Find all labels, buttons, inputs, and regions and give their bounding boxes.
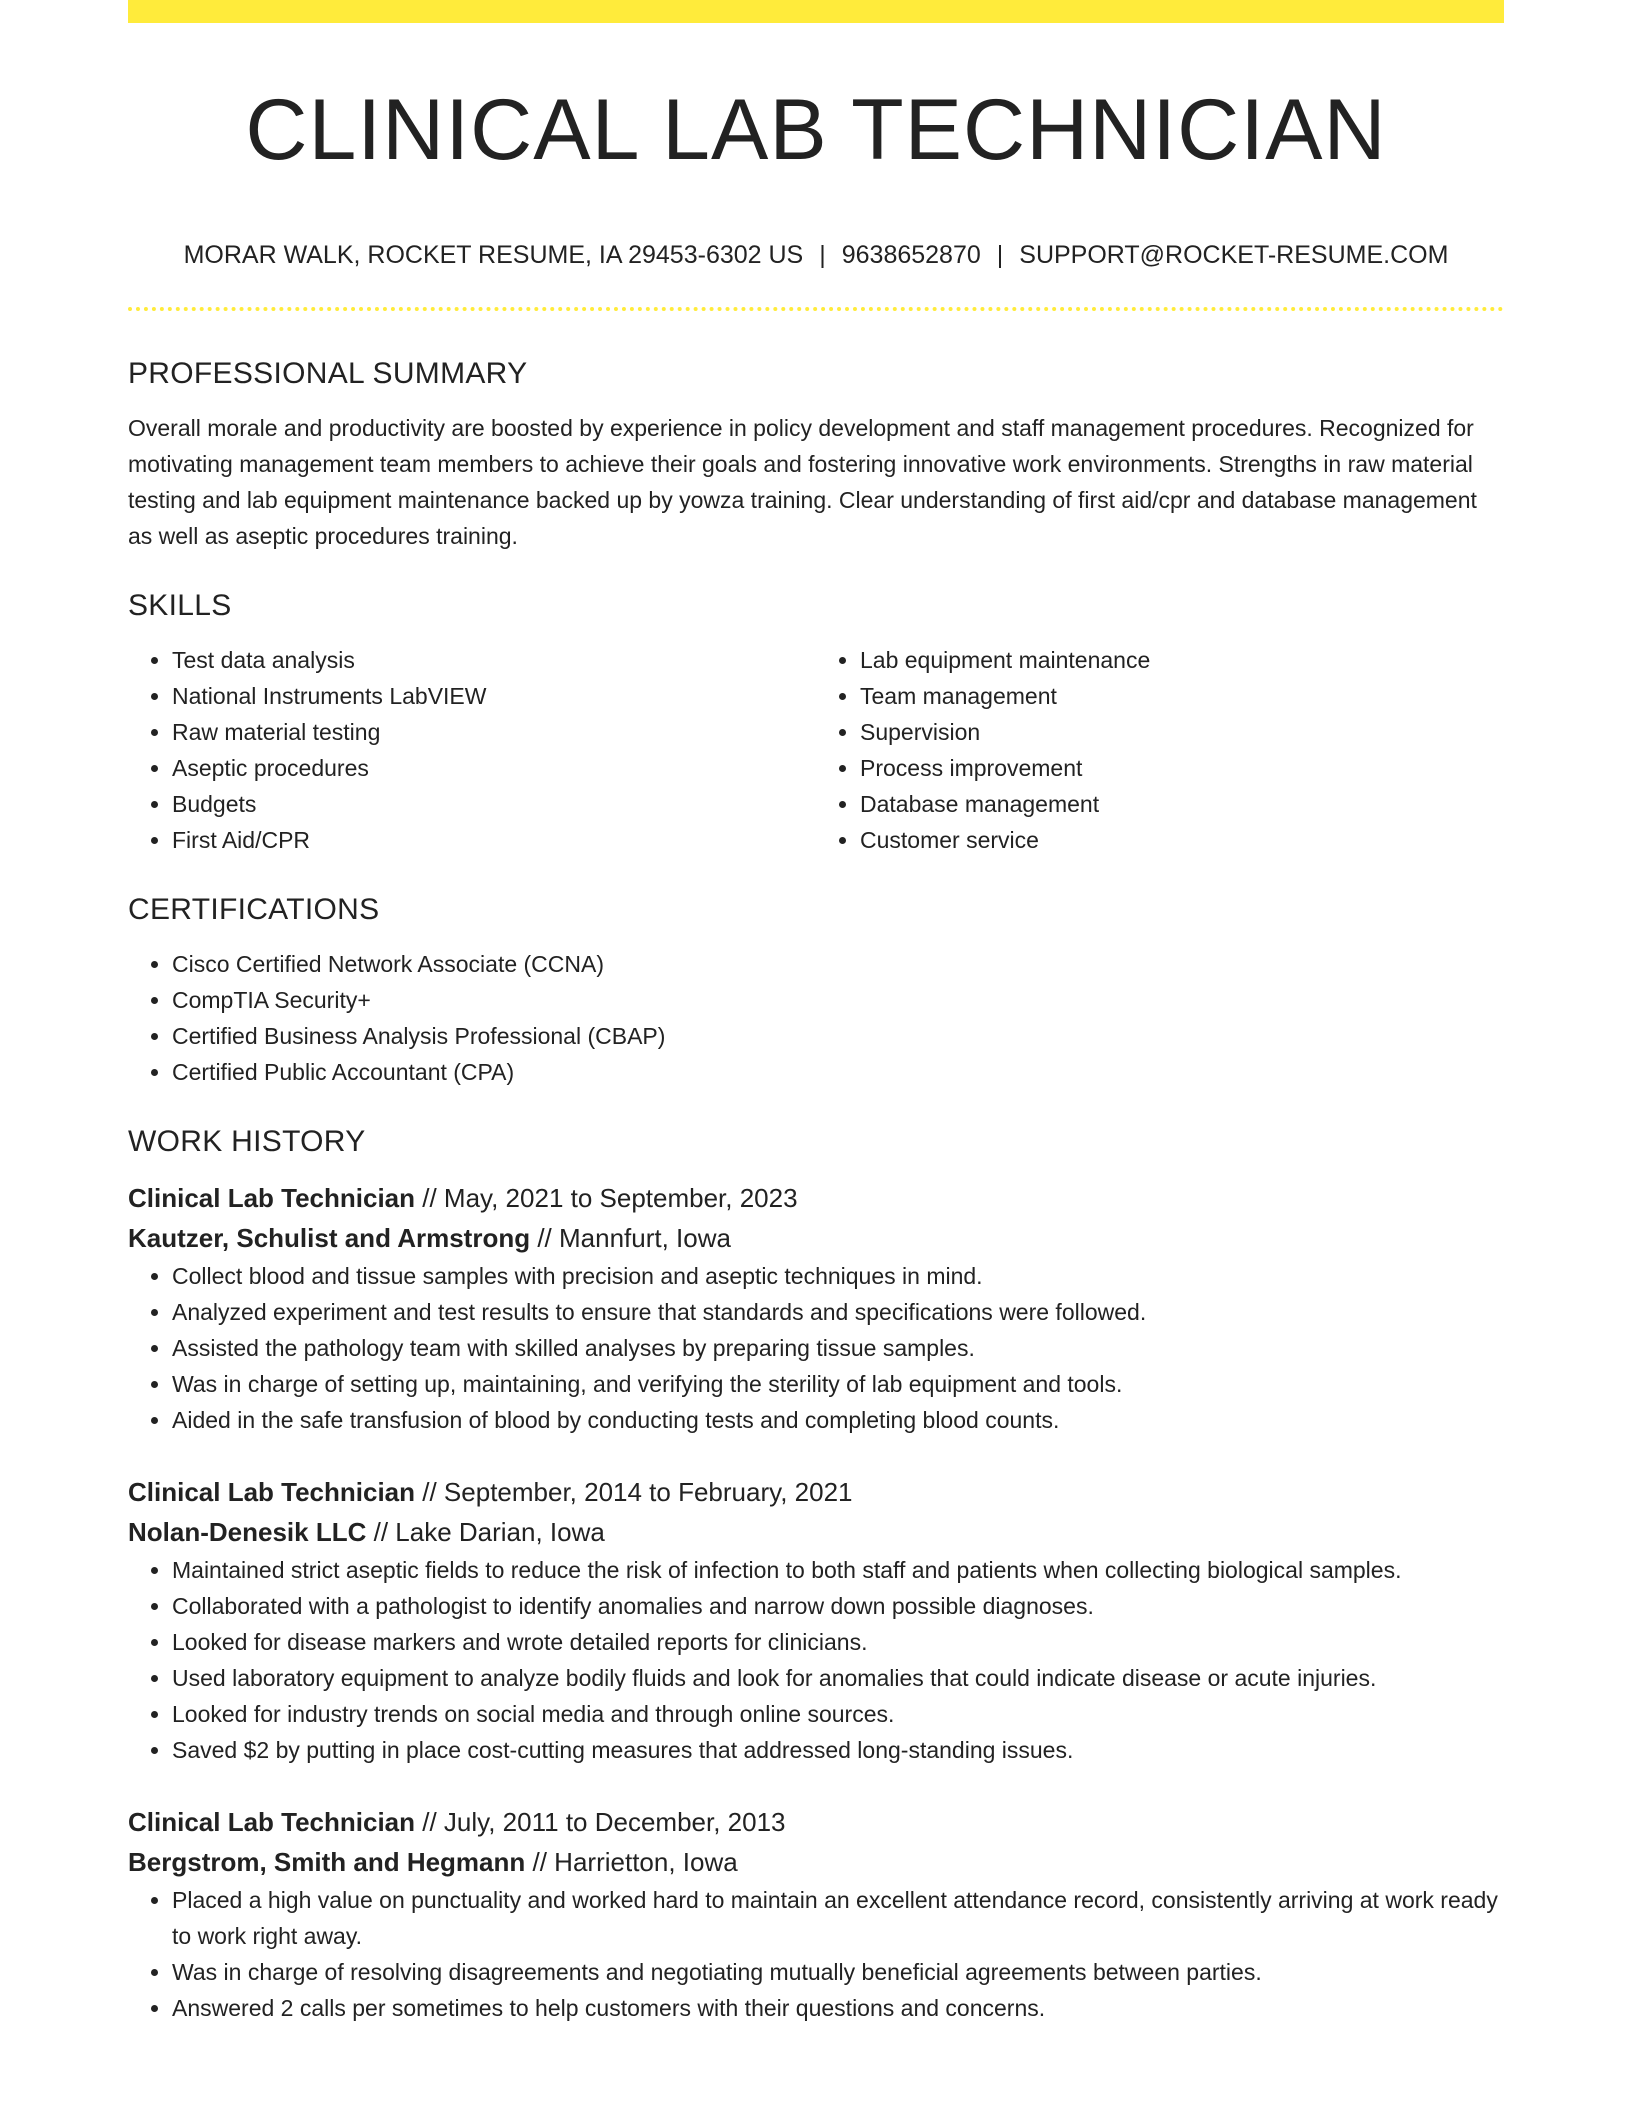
job-title-line <box>128 1802 1504 1842</box>
job-bullet: • Looked for industry trends on social media and through online sources. <box>172 1696 1504 1732</box>
job-company: Bergstrom, Smith and Hegmann <box>128 1847 526 1877</box>
section-heading-certifications: CERTIFICATIONS <box>128 893 380 926</box>
skill-item: • Test data analysis <box>172 642 816 678</box>
job-bullet: • Maintained strict aseptic fields to reduce the risk of infection to both staff and patients when collecting biological samples. <box>172 1552 1504 1588</box>
contact-line <box>128 237 1504 273</box>
job-entry <box>128 1802 1504 2026</box>
section-heading-summary: PROFESSIONAL SUMMARY <box>128 357 528 390</box>
job-location: // Harrietton, Iowa <box>525 1847 738 1877</box>
job-entry <box>128 1472 1504 1768</box>
job-location: // Mannfurt, Iowa <box>530 1223 731 1253</box>
job-bullet: • Aided in the safe transfusion of blood by conducting tests and completing blood counts. <box>172 1402 1504 1438</box>
job-bullet: • Analyzed experiment and test results to ensure that standards and specifications were followed. <box>172 1294 1504 1330</box>
job-title-line <box>128 1178 1504 1218</box>
job-bullets <box>128 1258 1504 1438</box>
job-title: Clinical Lab Technician <box>128 1807 416 1837</box>
job-title: Clinical Lab Technician <box>128 1477 416 1507</box>
job-bullet: • Collaborated with a pathologist to identify anomalies and narrow down possible diagnoses. <box>172 1588 1504 1624</box>
skill-item: • Supervision <box>860 714 1504 750</box>
skills-columns <box>128 642 1504 858</box>
job-dates: // May, 2021 to September, 2023 <box>415 1183 798 1213</box>
skills-list-right <box>816 642 1504 858</box>
skill-item: • First Aid/CPR <box>172 822 816 858</box>
job-company: Nolan-Denesik LLC <box>128 1517 367 1547</box>
job-dates: // September, 2014 to February, 2021 <box>415 1477 853 1507</box>
resume-title: CLINICAL LAB TECHNICIAN <box>245 82 1387 178</box>
job-company-line <box>128 1218 1504 1258</box>
contact-address: MORAR WALK, ROCKET RESUME, IA 29453-6302 US <box>183 241 804 269</box>
summary-section <box>128 352 1504 554</box>
job-bullet: • Looked for disease markers and wrote detailed reports for clinicians. <box>172 1624 1504 1660</box>
dotted-divider <box>128 307 1504 311</box>
job-bullets <box>128 1882 1504 2026</box>
job-bullet: • Collect blood and tissue samples with precision and aseptic techniques in mind. <box>172 1258 1504 1294</box>
contact-email: SUPPORT@ROCKET-RESUME.COM <box>1019 241 1449 269</box>
skill-item: • National Instruments LabVIEW <box>172 678 816 714</box>
skill-item: • Process improvement <box>860 750 1504 786</box>
skill-item: • Aseptic procedures <box>172 750 816 786</box>
skill-item: • Customer service <box>860 822 1504 858</box>
job-title-line <box>128 1472 1504 1512</box>
job-bullet: • Was in charge of setting up, maintaining, and verifying the sterility of lab equipment and tools. <box>172 1366 1504 1402</box>
certifications-section <box>128 888 1504 1090</box>
job-location: // Lake Darian, Iowa <box>366 1517 605 1547</box>
certification-item: • Certified Business Analysis Professional (CBAP) <box>172 1018 1504 1054</box>
contact-separator: | <box>819 241 826 269</box>
contact-separator: | <box>996 241 1004 269</box>
job-entry <box>128 1178 1504 1438</box>
skills-section <box>128 584 1504 858</box>
skill-item: • Raw material testing <box>172 714 816 750</box>
job-bullets <box>128 1552 1504 1768</box>
section-heading-work-history: WORK HISTORY <box>128 1125 366 1158</box>
job-bullet: • Was in charge of resolving disagreements and negotiating mutually beneficial agreements between parties. <box>172 1954 1504 1990</box>
job-bullet: • Assisted the pathology team with skilled analyses by preparing tissue samples. <box>172 1330 1504 1366</box>
job-company-line <box>128 1842 1504 1882</box>
accent-top-bar <box>128 0 1504 23</box>
certifications-list <box>128 946 1504 1090</box>
skill-item: • Lab equipment maintenance <box>860 642 1504 678</box>
job-bullet: • Saved $2 by putting in place cost-cutting measures that addressed long-standing issues. <box>172 1732 1504 1768</box>
skill-item: • Database management <box>860 786 1504 822</box>
job-company-line <box>128 1512 1504 1552</box>
contact-phone: 9638652870 <box>841 241 981 269</box>
resume-sections <box>128 352 1504 2026</box>
skill-item: • Team management <box>860 678 1504 714</box>
job-bullet: • Placed a high value on punctuality and worked hard to maintain an excellent attendance record, consistently arriving at work ready to work right away. <box>172 1882 1504 1954</box>
job-dates: // July, 2011 to December, 2013 <box>415 1807 786 1837</box>
skill-item: • Budgets <box>172 786 816 822</box>
job-title: Clinical Lab Technician <box>128 1183 416 1213</box>
certification-item: • Cisco Certified Network Associate (CCNA) <box>172 946 1504 982</box>
job-bullet: • Used laboratory equipment to analyze bodily fluids and look for anomalies that could indicate disease or acute injuries. <box>172 1660 1504 1696</box>
job-bullet: • Answered 2 calls per sometimes to help customers with their questions and concerns. <box>172 1990 1504 2026</box>
job-company: Kautzer, Schulist and Armstrong <box>128 1223 531 1253</box>
certification-item: • CompTIA Security+ <box>172 982 1504 1018</box>
skills-list-left <box>128 642 816 858</box>
certification-item: • Certified Public Accountant (CPA) <box>172 1054 1504 1090</box>
section-heading-skills: SKILLS <box>128 589 232 622</box>
work-history-section <box>128 1120 1504 2026</box>
summary-text: Overall morale and productivity are boosted by experience in policy development and staff management procedures. Recognized for motivating management team members to achieve their goals and fostering innovative work environments. Strengths in raw material testing and lab equipment maintenance backed up by yowza training. Clear understanding of first aid/cpr and database management as well as aseptic procedures training. <box>128 415 1477 549</box>
